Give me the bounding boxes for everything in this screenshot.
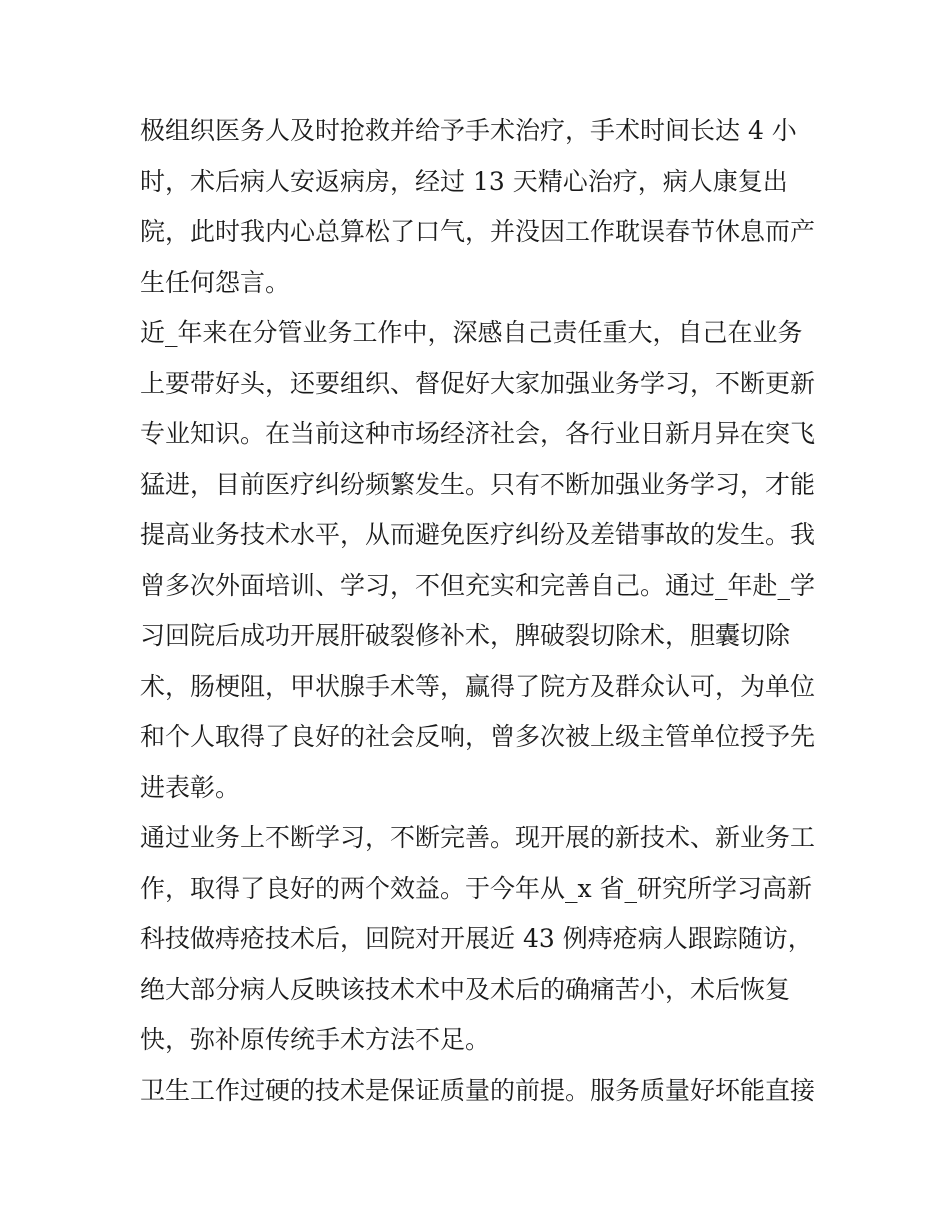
text-line: 院，此时我内心总算松了口气，并没因工作耽误春节休息而产 bbox=[140, 217, 816, 246]
text-line: 时，术后病人安返病房，经过 13 天精心治疗，病人康复出 bbox=[140, 166, 788, 196]
text-line: 通过业务上不断学习，不断完善。现开展的新技术、新业务工 bbox=[140, 823, 816, 852]
text-line: 极组织医务人及时抢救并给予手术治疗，手术时间长达 4 小 bbox=[140, 116, 797, 145]
text-line: 曾多次外面培训、学习，不但充实和完善自己。通过_年赴_学 bbox=[140, 570, 816, 600]
text-line: 上要带好头，还要组织、督促好大家加强业务学习，不断更新 bbox=[140, 368, 816, 398]
text-line: 和个人取得了良好的社会反响，曾多次被上级主管单位授予先 bbox=[140, 722, 816, 751]
text-line: 生任何怨言。 bbox=[140, 267, 291, 297]
paragraph-4 bbox=[140, 1066, 816, 1117]
document-body bbox=[140, 106, 816, 1116]
text-line: 术，肠梗阻，甲状腺手术等，赢得了院方及群众认可，为单位 bbox=[140, 671, 816, 701]
text-line: 卫生工作过硬的技术是保证质量的前提。服务质量好坏能直接 bbox=[140, 1075, 816, 1105]
text-line: 快，弥补原传统手术方法不足。 bbox=[140, 1025, 491, 1054]
text-line: 提高业务技术水平，从而避免医疗纠纷及差错事故的发生。我 bbox=[140, 520, 816, 549]
paragraph-3 bbox=[140, 813, 816, 1066]
paragraph-2 bbox=[140, 308, 816, 813]
text-line: 作，取得了良好的两个效益。于今年从_x 省_研究所学习高新 bbox=[140, 873, 813, 903]
paragraph-1 bbox=[140, 106, 816, 308]
text-line: 进表彰。 bbox=[140, 772, 241, 802]
text-line: 习回院后成功开展肝破裂修补术，脾破裂切除术，胆囊切除 bbox=[140, 621, 791, 650]
text-line: 近_年来在分管业务工作中，深感自己责任重大，自己在业务 bbox=[140, 318, 803, 347]
text-line: 绝大部分病人反映该技术术中及术后的确痛苦小，术后恢复 bbox=[140, 974, 791, 1004]
text-line: 专业知识。在当前这种市场经济社会，各行业日新月异在突飞 bbox=[140, 419, 816, 448]
text-line: 科技做痔疮技术后，回院对开展近 43 例痔疮病人跟踪随访， bbox=[140, 924, 813, 953]
text-line: 猛进，目前医疗纠纷频繁发生。只有不断加强业务学习，才能 bbox=[140, 469, 816, 499]
